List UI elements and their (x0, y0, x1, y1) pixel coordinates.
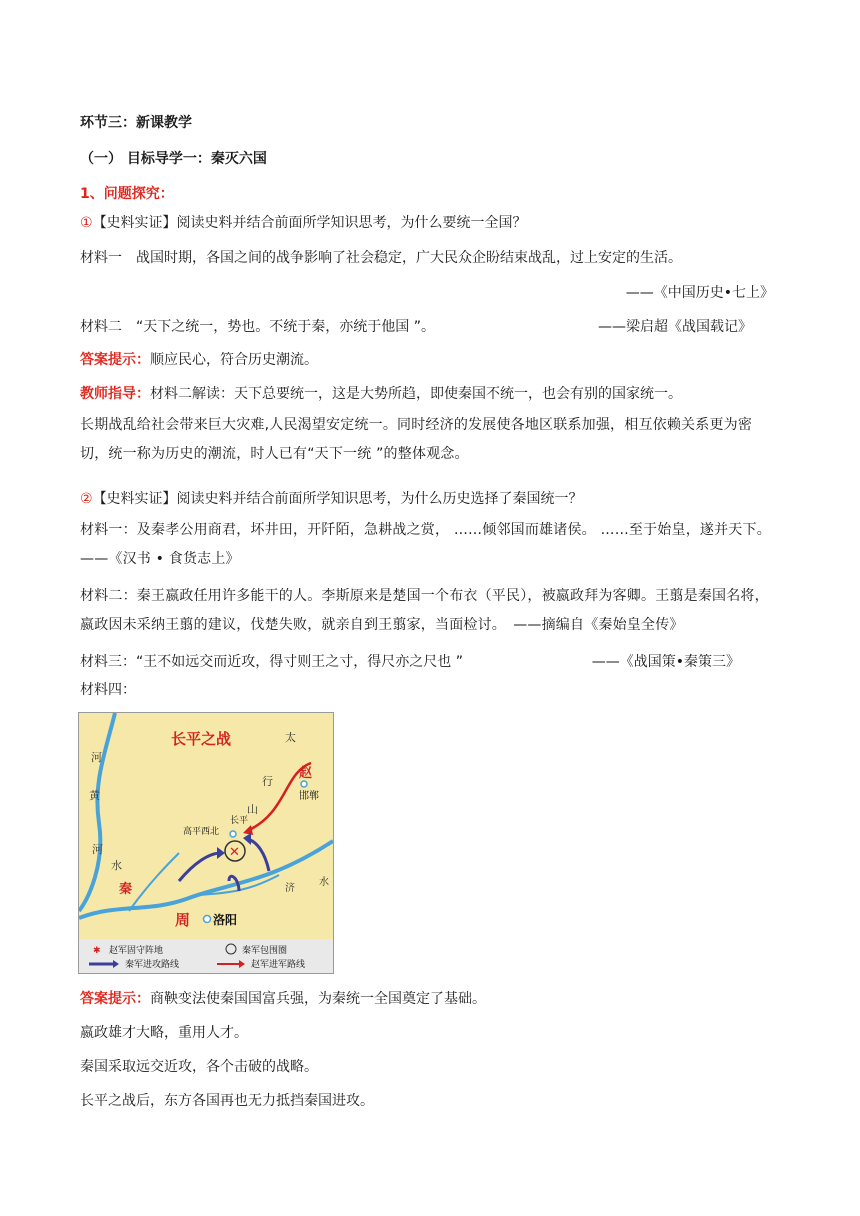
label-xing: 行 (262, 775, 273, 788)
q2-material-2: 材料二：秦王嬴政任用许多能干的人。李斯原来是楚国一个布衣（平民），被嬴政拜为客卿。王翦是秦国名将，嬴政因未采纳王翦的建议，伐楚失败，就亲自到王翦家，当面检讨。 ——摘编自《秦始皇全传》 (80, 588, 769, 633)
question-1-text: 【史料实证】阅读史料并结合前面所学知识思考，为什么要统一全国？ (92, 215, 527, 231)
question-2-text: 【史料实证】阅读史料并结合前面所学知识思考，为什么历史选择了秦国统一？ (92, 491, 583, 507)
inquiry-heading: 1、问题探究： (80, 186, 174, 202)
q1-material-1-source: ——《中国历史•七上》 (625, 285, 774, 301)
label-he-2: 河 (92, 843, 103, 856)
label-zhou: 周 (175, 911, 191, 929)
q2-answer (80, 989, 486, 1009)
label-changping: 长平 (230, 816, 249, 826)
question-1-number: ① (80, 215, 93, 231)
label-shan: 山 (247, 803, 258, 816)
question-2 (80, 489, 583, 509)
label-ji: 济 (285, 883, 295, 894)
subsection-title: （一） 目标导学一：秦灭六国 (80, 151, 267, 167)
legend-star-icon: ✱ (93, 946, 101, 956)
changping-battle-map (78, 712, 334, 974)
legend-qin-encircle: 秦军包围圈 (242, 946, 288, 956)
q1-answer (80, 350, 318, 370)
map-title: 长平之战 (171, 730, 232, 748)
legend-qin-attack: 秦军进攻路线 (125, 960, 180, 970)
answer-label-2: 答案提示： (80, 991, 150, 1007)
q2-material-3-source: ——《战国策•秦策三》 (591, 654, 740, 670)
zhao-camp-star: ✕ (229, 845, 240, 860)
label-gaoping: 高平西北 (183, 827, 220, 837)
label-qin: 秦 (119, 882, 133, 897)
q1-teacher-paragraph: 长期战乱给社会带来巨大灾难,人民渴望安定统一。同时经济的发展使各地区联系加强，相互依赖关系更为密切，统一称为历史的潮流，时人已有“天下一统 ”的整体观念。 (80, 417, 753, 462)
label-he-1: 河 (91, 751, 102, 764)
q2-answer-line-3: 长平之战后，东方各国再也无力抵挡秦国进攻。 (80, 1093, 374, 1109)
label-huang: 黄 (89, 789, 100, 802)
label-tai: 太 (285, 731, 296, 744)
q1-teacher-guidance (80, 384, 682, 404)
luoyang-marker (204, 916, 211, 923)
question-2-number: ② (80, 491, 93, 507)
handan-marker (301, 781, 307, 787)
label-handan: 邯郸 (299, 791, 319, 802)
q2-material-1: 材料一：及秦孝公用商君，坏井田，开阡陌，急耕战之赏， ……倾邻国而雄诸侯。 ……至于始皇，遂并天下。——《汉书 • 食货志上》 (80, 522, 771, 567)
q2-material-4-label: 材料四： (80, 682, 136, 698)
q1-material-1: 材料一 战国时期，各国之间的战争影响了社会稳定，广大民众企盼结束战乱，过上安定的生活。 (80, 250, 682, 266)
answer-label: 答案提示： (80, 352, 150, 368)
label-shui: 水 (111, 859, 122, 872)
q1-material-2: 材料二 “天下之统一，势也。不统于秦，亦统于他国 ”。 (80, 319, 435, 335)
label-zhao: 赵 (299, 766, 313, 781)
label-shui-2: 水 (319, 877, 329, 888)
q2-answer-line-1: 嬴政雄才大略，重用人才。 (80, 1025, 248, 1041)
question-1 (80, 213, 527, 233)
section-title: 环节三：新课教学 (80, 115, 192, 131)
q1-material-2-source: ——梁启超《战国载记》 (598, 319, 752, 335)
legend-zhao-advance: 赵军进军路线 (251, 960, 306, 970)
answer-text: 顺应民心，符合历史潮流。 (150, 352, 318, 368)
label-luoyang: 洛阳 (213, 913, 238, 927)
teacher-label: 教师指导： (80, 386, 150, 402)
answer-text-2: 商鞅变法使秦国国富兵强，为秦统一全国奠定了基础。 (150, 991, 486, 1007)
q2-answer-line-2: 秦国采取远交近攻，各个击破的战略。 (80, 1059, 318, 1075)
legend-zhao-camp: 赵军固守阵地 (109, 946, 164, 956)
changping-marker (230, 831, 236, 837)
q2-material-3: 材料三：“王不如远交而近攻，得寸则王之寸，得尺亦之尺也 ” (80, 654, 463, 670)
teacher-text: 材料二解读：天下总要统一，这是大势所趋，即使秦国不统一，也会有别的国家统一。 (150, 386, 682, 402)
